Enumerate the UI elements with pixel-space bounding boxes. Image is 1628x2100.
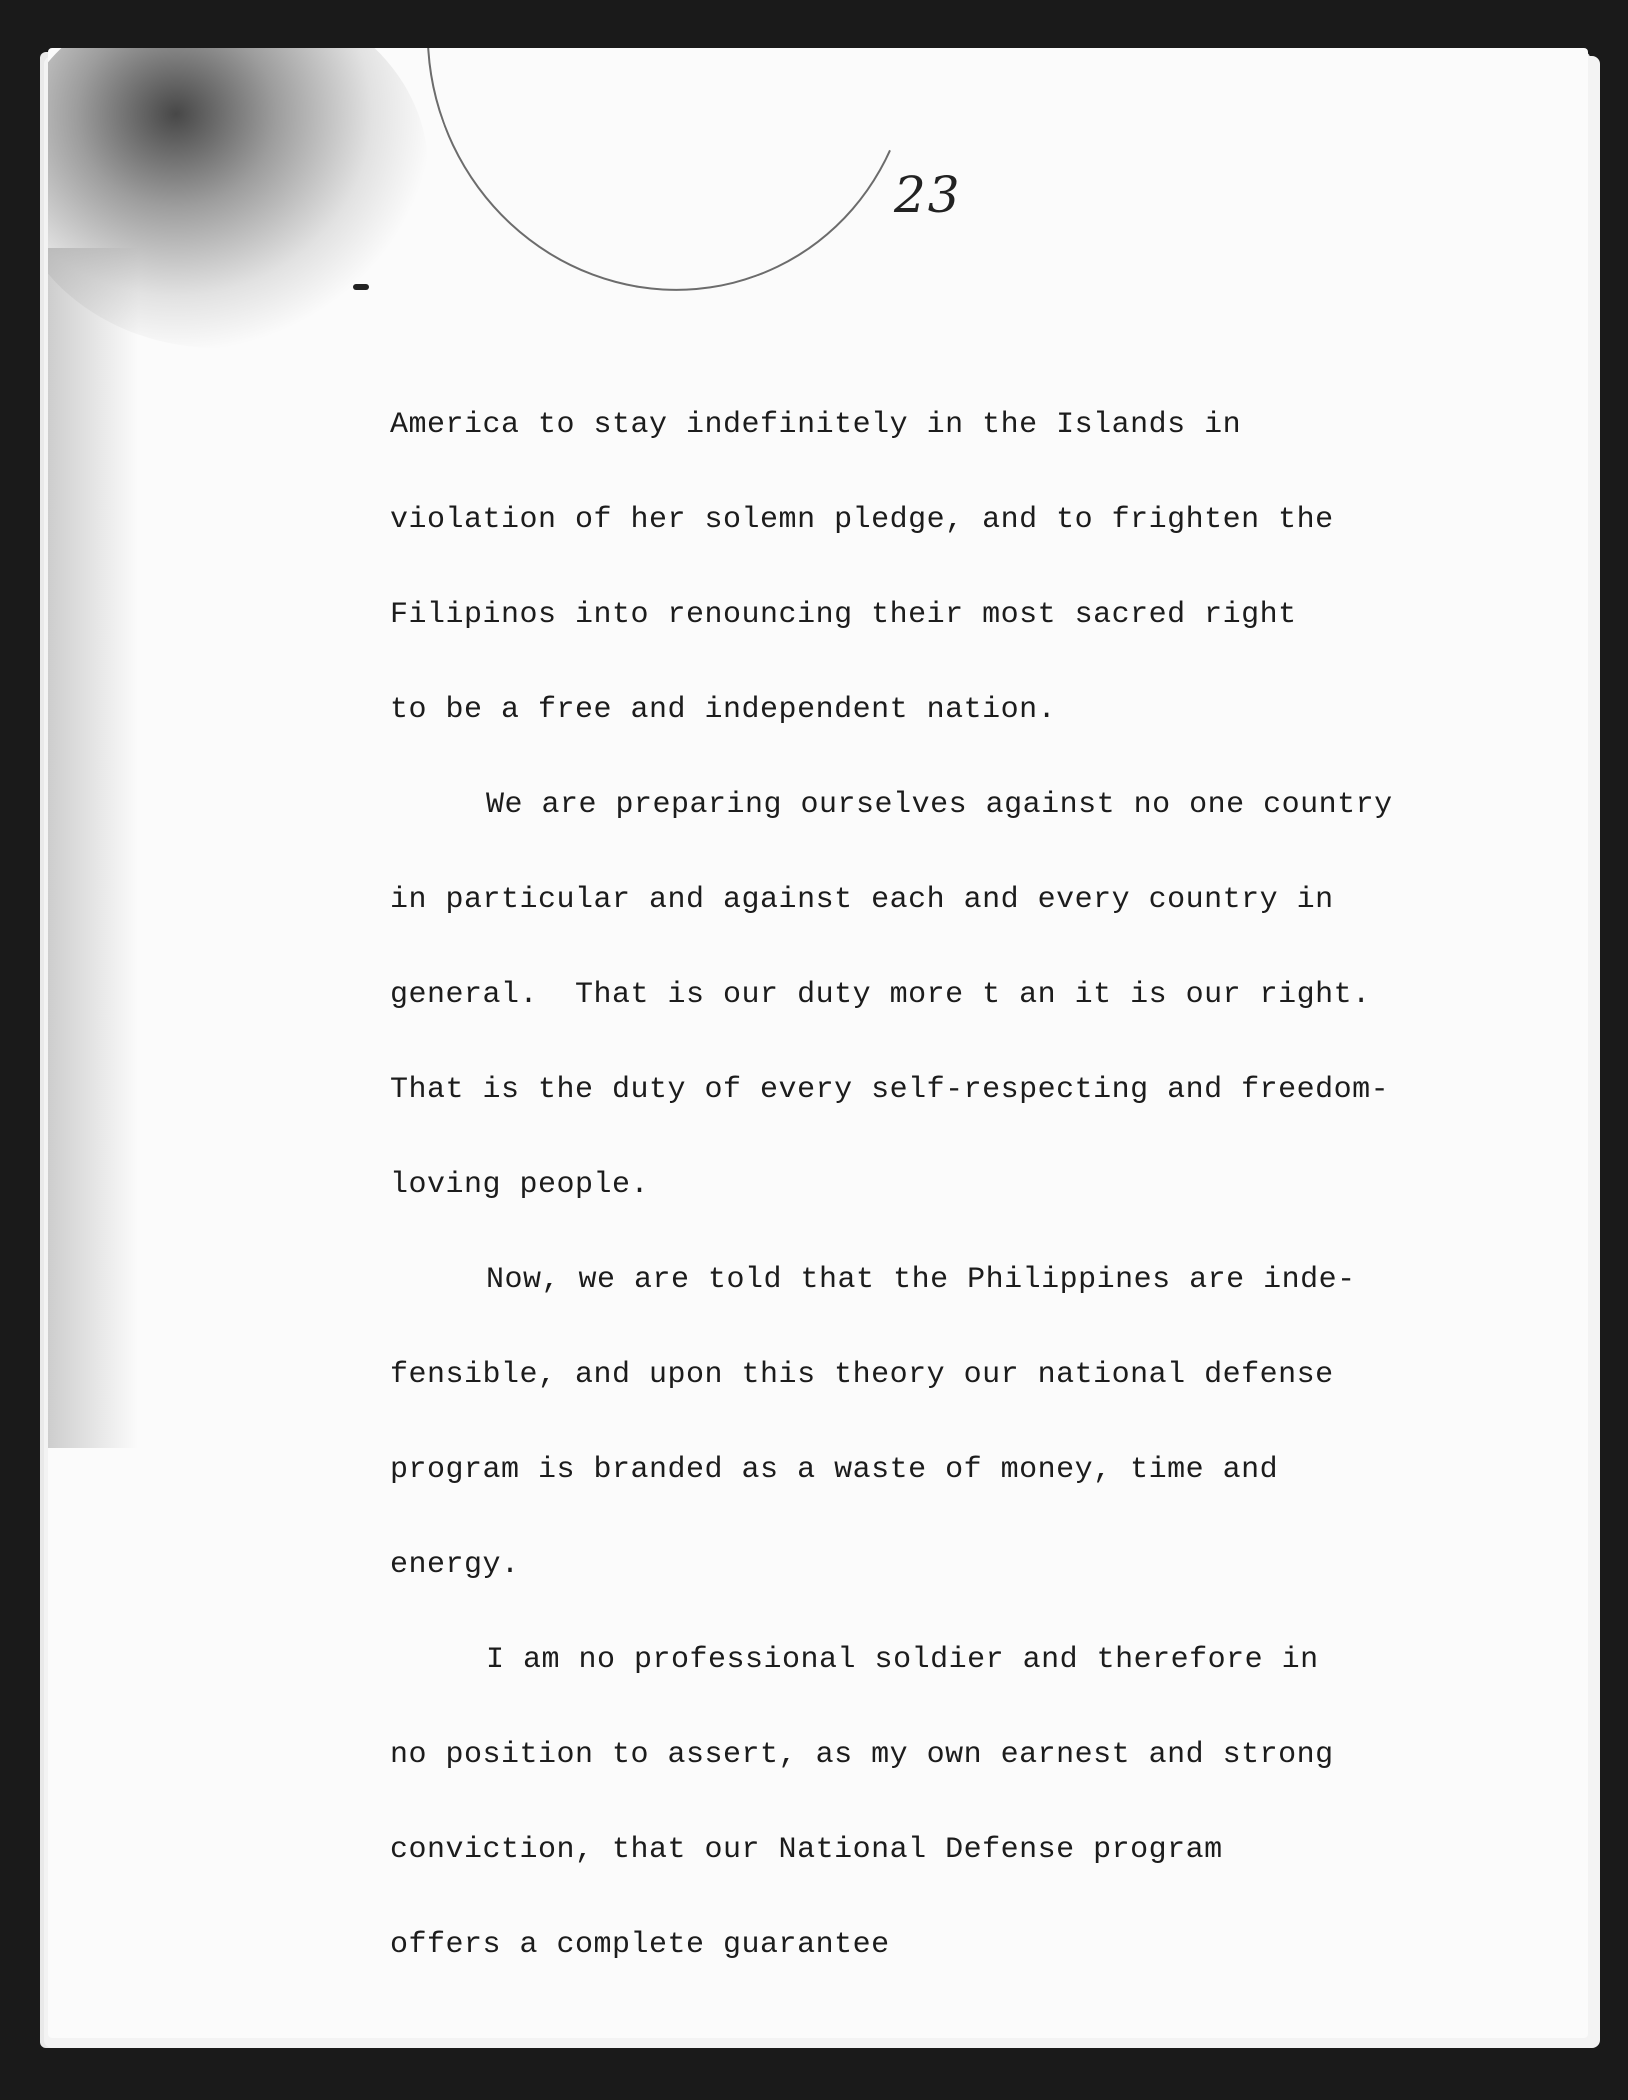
text-line: violation of her solemn pledge, and to frighten the bbox=[390, 503, 1334, 537]
document-page bbox=[48, 48, 1588, 2038]
text-line: to be a free and independent nation. bbox=[390, 693, 1057, 727]
text-line: energy. bbox=[390, 1548, 520, 1582]
text-line: fensible, and upon this theory our national defense bbox=[390, 1358, 1334, 1392]
ring-stain bbox=[356, 48, 983, 360]
text-line: in particular and against each and every country in bbox=[390, 883, 1334, 917]
text-line: I am no professional soldier and therefore in bbox=[486, 1643, 1319, 1677]
text-line: We are preparing ourselves against no one country bbox=[486, 788, 1393, 822]
edge-stain bbox=[48, 248, 138, 1448]
page-number: 23 bbox=[894, 166, 962, 224]
text-line: offers a complete guarantee bbox=[390, 1928, 890, 1962]
text-line: program is branded as a waste of money, time and bbox=[390, 1453, 1279, 1487]
ink-mark bbox=[353, 284, 369, 290]
text-line: conviction, that our National Defense program bbox=[390, 1833, 1223, 1867]
text-line: America to stay indefinitely in the Islands in bbox=[390, 408, 1242, 442]
text-line: That is the duty of every self-respecting and freedom- bbox=[390, 1073, 1390, 1107]
text-line: loving people. bbox=[390, 1168, 650, 1202]
typed-text-body bbox=[390, 378, 1450, 1993]
text-line: no position to assert, as my own earnest and strong bbox=[390, 1738, 1334, 1772]
text-line: Now, we are told that the Philippines are inde- bbox=[486, 1263, 1356, 1297]
text-line: general. That is our duty more t an it is our right. bbox=[390, 978, 1371, 1012]
text-line: Filipinos into renouncing their most sacred right bbox=[390, 598, 1297, 632]
